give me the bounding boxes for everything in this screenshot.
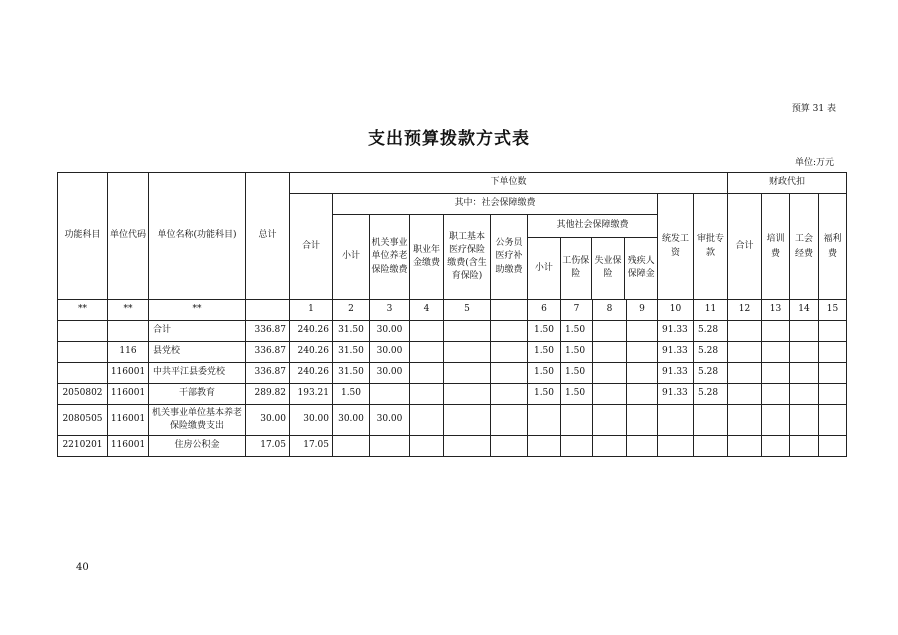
cell-c5b xyxy=(491,342,528,363)
header-unit-code: 单位代码 xyxy=(108,173,149,300)
cell-c9 xyxy=(627,342,658,363)
cell-c7: 1.50 xyxy=(561,321,593,342)
index-cell: 3 xyxy=(370,300,410,321)
cell-func xyxy=(58,363,108,384)
cell-func: 2050802 xyxy=(58,384,108,405)
table-row xyxy=(58,342,847,363)
table-row xyxy=(58,405,847,436)
cell-c11: 5.28 xyxy=(694,384,728,405)
header-pension: 机关事业单位养老保险缴费 xyxy=(370,215,410,300)
cell-c10: 91.33 xyxy=(658,384,694,405)
table-row xyxy=(58,321,847,342)
cell-total: 336.87 xyxy=(246,342,290,363)
index-cell: 12 xyxy=(728,300,762,321)
cell-name: 县党校 xyxy=(149,342,246,363)
cell-c13 xyxy=(762,321,790,342)
header-union: 工会经费 xyxy=(790,194,819,300)
index-cell: ** xyxy=(108,300,149,321)
cell-c5 xyxy=(444,342,491,363)
cell-c6: 1.50 xyxy=(528,321,561,342)
header-fiscal-deduction: 财政代扣 xyxy=(728,173,847,194)
cell-c11: 5.28 xyxy=(694,342,728,363)
unit-label: 单位:万元 xyxy=(794,158,834,168)
header-total: 总计 xyxy=(246,173,290,300)
cell-c5b xyxy=(491,321,528,342)
cell-c8 xyxy=(593,342,627,363)
cell-total: 30.00 xyxy=(246,405,290,436)
cell-c9 xyxy=(627,384,658,405)
cell-c1: 17.05 xyxy=(290,436,333,457)
cell-c15 xyxy=(819,321,847,342)
cell-c2: 1.50 xyxy=(333,384,370,405)
cell-c9 xyxy=(627,405,658,436)
budget-table xyxy=(57,172,847,457)
cell-c12 xyxy=(728,384,762,405)
cell-c13 xyxy=(762,405,790,436)
cell-c6: 1.50 xyxy=(528,342,561,363)
table-number-label: 预算 31 表 xyxy=(791,104,836,114)
header-medical: 职工基本医疗保险缴费(含生育保险) xyxy=(444,215,491,300)
cell-name: 住房公积金 xyxy=(149,436,246,457)
cell-total: 336.87 xyxy=(246,363,290,384)
cell-name: 中共平江县委党校 xyxy=(149,363,246,384)
cell-c7: 1.50 xyxy=(561,342,593,363)
cell-c13 xyxy=(762,363,790,384)
cell-name: 干部教育 xyxy=(149,384,246,405)
index-cell: ** xyxy=(149,300,246,321)
cell-c10: 91.33 xyxy=(658,363,694,384)
cell-c3 xyxy=(370,436,410,457)
cell-c11: 5.28 xyxy=(694,363,728,384)
table-row xyxy=(58,363,847,384)
cell-func: 2080505 xyxy=(58,405,108,436)
index-cell: ** xyxy=(58,300,108,321)
index-cell: 13 xyxy=(762,300,790,321)
cell-c3 xyxy=(370,384,410,405)
header-annuity: 职业年金缴费 xyxy=(410,215,444,300)
index-cell: 1 xyxy=(290,300,333,321)
cell-c7: 1.50 xyxy=(561,363,593,384)
cell-c11 xyxy=(694,436,728,457)
table-header xyxy=(58,173,847,321)
index-cell: 7 xyxy=(561,300,593,321)
table-row xyxy=(58,384,847,405)
cell-c13 xyxy=(762,436,790,457)
cell-c4 xyxy=(410,342,444,363)
header-unemployment: 失业保险 xyxy=(591,237,625,299)
table-body xyxy=(58,321,847,457)
cell-c2 xyxy=(333,436,370,457)
cell-c2: 31.50 xyxy=(333,321,370,342)
cell-c10: 91.33 xyxy=(658,342,694,363)
cell-c7 xyxy=(561,405,593,436)
page-number: 40 xyxy=(76,562,89,573)
cell-c5 xyxy=(444,321,491,342)
cell-c8 xyxy=(593,384,627,405)
cell-c14 xyxy=(790,405,819,436)
cell-func: 2210201 xyxy=(58,436,108,457)
header-fd-heji: 合计 xyxy=(728,194,762,300)
cell-c8 xyxy=(593,321,627,342)
header-special: 审批专款 xyxy=(694,194,728,300)
cell-c13 xyxy=(762,342,790,363)
cell-c5 xyxy=(444,405,491,436)
cell-c1: 193.21 xyxy=(290,384,333,405)
table-row xyxy=(58,436,847,457)
cell-c15 xyxy=(819,342,847,363)
cell-c10 xyxy=(658,436,694,457)
cell-c1: 240.26 xyxy=(290,363,333,384)
cell-c4 xyxy=(410,405,444,436)
page-title: 支出预算拨款方式表 xyxy=(368,129,530,149)
cell-c15 xyxy=(819,405,847,436)
cell-code: 116001 xyxy=(108,436,149,457)
cell-code xyxy=(108,321,149,342)
cell-c11 xyxy=(694,405,728,436)
cell-c2: 30.00 xyxy=(333,405,370,436)
index-row xyxy=(58,300,847,321)
cell-c12 xyxy=(728,436,762,457)
index-cell: 9 xyxy=(627,300,658,321)
cell-c2: 31.50 xyxy=(333,342,370,363)
cell-c5b xyxy=(491,436,528,457)
cell-c5 xyxy=(444,363,491,384)
cell-c4 xyxy=(410,363,444,384)
cell-c5 xyxy=(444,384,491,405)
cell-c4 xyxy=(410,436,444,457)
cell-c5 xyxy=(444,436,491,457)
cell-c4 xyxy=(410,384,444,405)
cell-c14 xyxy=(790,384,819,405)
cell-func xyxy=(58,321,108,342)
cell-c1: 240.26 xyxy=(290,321,333,342)
cell-c1: 30.00 xyxy=(290,405,333,436)
header-salary: 统发工资 xyxy=(658,194,694,300)
cell-c14 xyxy=(790,436,819,457)
index-cell: 8 xyxy=(593,300,627,321)
cell-c8 xyxy=(593,436,627,457)
cell-code: 116001 xyxy=(108,363,149,384)
index-cell: 5 xyxy=(444,300,491,321)
cell-c12 xyxy=(728,405,762,436)
header-welfare: 福利费 xyxy=(819,194,847,300)
cell-total: 336.87 xyxy=(246,321,290,342)
cell-c10: 91.33 xyxy=(658,321,694,342)
cell-c15 xyxy=(819,436,847,457)
cell-total: 289.82 xyxy=(246,384,290,405)
index-cell: 11 xyxy=(694,300,728,321)
cell-c3: 30.00 xyxy=(370,363,410,384)
index-cell: 2 xyxy=(333,300,370,321)
cell-c14 xyxy=(790,363,819,384)
cell-c4 xyxy=(410,321,444,342)
cell-c15 xyxy=(819,384,847,405)
index-cell xyxy=(246,300,290,321)
index-cell xyxy=(491,300,528,321)
cell-code: 116001 xyxy=(108,384,149,405)
cell-c12 xyxy=(728,342,762,363)
cell-c3: 30.00 xyxy=(370,342,410,363)
header-func-subject: 功能科目 xyxy=(58,173,108,300)
index-cell: 15 xyxy=(819,300,847,321)
cell-c10 xyxy=(658,405,694,436)
index-cell: 14 xyxy=(790,300,819,321)
header-heji: 合计 xyxy=(290,194,333,300)
cell-name: 合计 xyxy=(149,321,246,342)
cell-c9 xyxy=(627,321,658,342)
cell-c15 xyxy=(819,363,847,384)
header-lower-unit: 下单位数 xyxy=(290,173,728,194)
cell-total: 17.05 xyxy=(246,436,290,457)
cell-c11: 5.28 xyxy=(694,321,728,342)
header-other-social-group xyxy=(528,215,658,300)
header-unit-name: 单位名称(功能科目) xyxy=(149,173,246,300)
cell-func xyxy=(58,342,108,363)
header-disabled: 残疾人保障金 xyxy=(627,256,655,280)
cell-c3: 30.00 xyxy=(370,405,410,436)
cell-c7: 1.50 xyxy=(561,384,593,405)
cell-c14 xyxy=(790,321,819,342)
header-other-xiaoji: 小计 xyxy=(528,237,560,299)
cell-c5b xyxy=(491,363,528,384)
cell-c12 xyxy=(728,321,762,342)
cell-code: 116001 xyxy=(108,405,149,436)
index-cell: 10 xyxy=(658,300,694,321)
cell-c12 xyxy=(728,363,762,384)
cell-c5b xyxy=(491,405,528,436)
cell-c8 xyxy=(593,363,627,384)
cell-code: 116 xyxy=(108,342,149,363)
header-injury: 工伤保险 xyxy=(560,237,591,299)
cell-c6 xyxy=(528,436,561,457)
cell-c5b xyxy=(491,384,528,405)
header-xiaoji: 小计 xyxy=(333,215,370,300)
cell-c6 xyxy=(528,405,561,436)
cell-c2: 31.50 xyxy=(333,363,370,384)
cell-name: 机关事业单位基本养老保险缴费支出 xyxy=(149,405,246,436)
cell-c7 xyxy=(561,436,593,457)
cell-c13 xyxy=(762,384,790,405)
header-among-social: 其中：社会保障缴费 xyxy=(333,194,658,215)
header-training: 培训费 xyxy=(762,194,790,300)
cell-c14 xyxy=(790,342,819,363)
index-cell: 4 xyxy=(410,300,444,321)
cell-c6: 1.50 xyxy=(528,384,561,405)
cell-c9 xyxy=(627,363,658,384)
cell-c9 xyxy=(627,436,658,457)
header-civil-medical: 公务员医疗补助缴费 xyxy=(491,215,528,300)
cell-c3: 30.00 xyxy=(370,321,410,342)
index-cell: 6 xyxy=(528,300,561,321)
header-other-social: 其他社会保障缴费 xyxy=(528,215,657,237)
cell-c8 xyxy=(593,405,627,436)
cell-c1: 240.26 xyxy=(290,342,333,363)
cell-c6: 1.50 xyxy=(528,363,561,384)
